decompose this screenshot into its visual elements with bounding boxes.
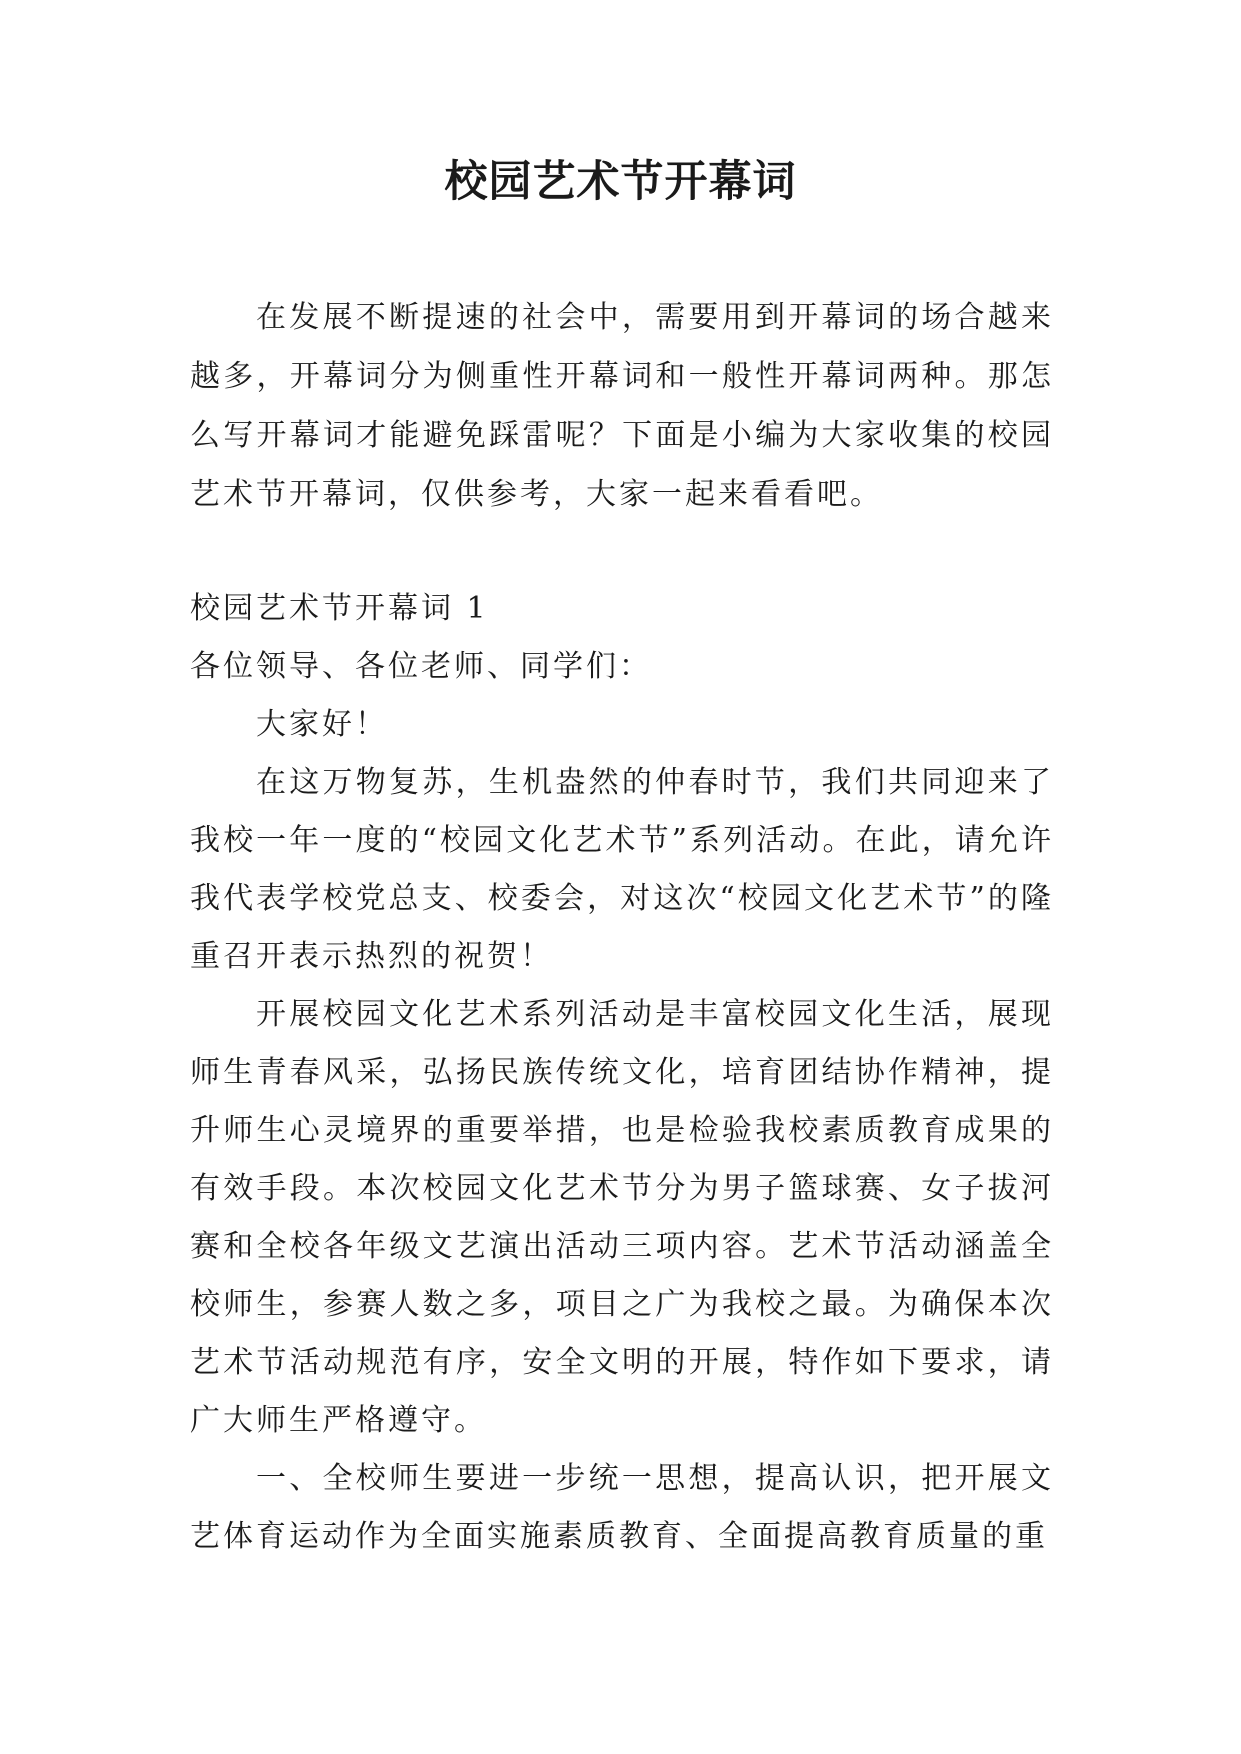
body-paragraph: 在这万物复苏，生机盎然的仲春时节，我们共同迎来了我校一年一度的“校园文化艺术节”系列活动。在此，请允许我代表学校党总支、校委会，对这次“校园文化艺术节”的隆重召开表示热烈的祝贺！ (190, 765, 1054, 974)
speech-section (190, 580, 1054, 1566)
body-paragraph: 一、全校师生要进一步统一思想，提高认识，把开展文艺体育运动作为全面实施素质教育、全面提高教育质量的重 (190, 1461, 1054, 1554)
salutation: 各位领导、各位老师、同学们： (190, 649, 652, 684)
section-heading: 校园艺术节开幕词 1 (190, 591, 489, 626)
document-title: 校园艺术节开幕词 (444, 157, 797, 207)
body-paragraph: 开展校园文化艺术系列活动是丰富校园文化生活，展现师生青春风采，弘扬民族传统文化，培育团结协作精神，提升师生心灵境界的重要举措，也是检验我校素质教育成果的有效手段。本次校园文化艺术节分为男子篮球赛、女子拔河赛和全校各年级文艺演出活动三项内容。艺术节活动涵盖全校师生，参赛人数之多，项目之广为我校之最。为确保本次艺术节活动规范有序，安全文明的开展，特作如下要求，请广大师生严格遵守。 (190, 997, 1054, 1438)
intro-section (190, 288, 1054, 524)
greeting: 大家好！ (256, 707, 388, 742)
intro-paragraph: 在发展不断提速的社会中，需要用到开幕词的场合越来越多，开幕词分为侧重性开幕词和一般性开幕词两种。那怎么写开幕词才能避免踩雷呢？下面是小编为大家收集的校园艺术节开幕词，仅供参考，大家一起来看看吧。 (190, 300, 1054, 512)
